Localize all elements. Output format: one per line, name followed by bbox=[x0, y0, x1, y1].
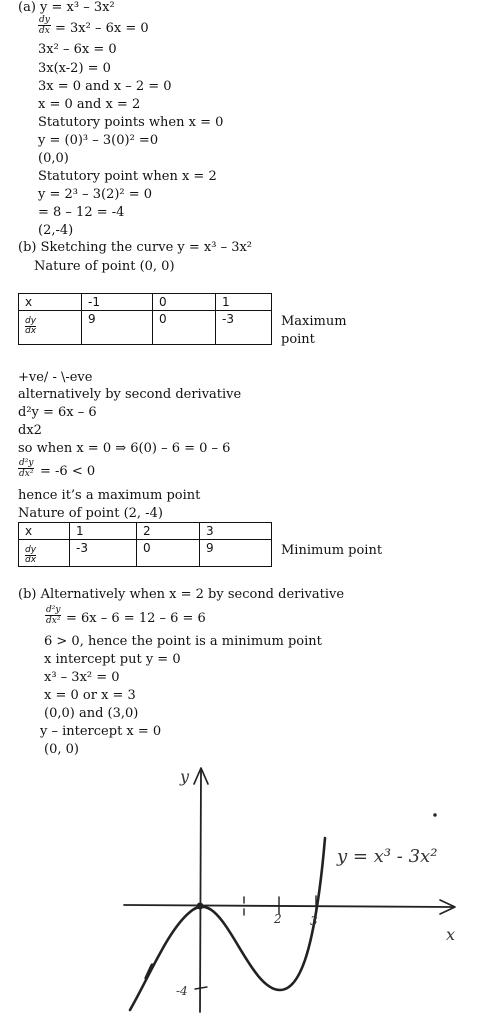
y-axis-label: y bbox=[180, 767, 190, 786]
table-cell: 0 bbox=[153, 311, 216, 345]
table-cell: -1 bbox=[82, 294, 153, 311]
line-4: 3x(x-2) = 0 bbox=[38, 61, 111, 76]
frac-num: dy bbox=[25, 545, 37, 555]
table-cell: 2 bbox=[137, 523, 200, 540]
table-cell: -3 bbox=[216, 311, 272, 345]
frac-num: dy bbox=[39, 15, 50, 25]
line-3: 3x² – 6x = 0 bbox=[38, 42, 117, 57]
x-axis bbox=[124, 905, 452, 907]
line-13: (2,-4) bbox=[38, 223, 74, 238]
line-30: (0,0) and (3,0) bbox=[44, 706, 139, 721]
table-cell: 9 bbox=[82, 311, 153, 345]
line-7: Statutory points when x = 0 bbox=[38, 115, 224, 130]
line-21: = -6 < 0 bbox=[40, 464, 96, 479]
table2-conclusion: Minimum point bbox=[281, 543, 383, 558]
frac-den: dx² bbox=[19, 469, 34, 479]
tick-2-label: 2 bbox=[274, 912, 282, 926]
line-27: x intercept put y = 0 bbox=[44, 652, 181, 667]
frac-den: dx bbox=[39, 26, 50, 36]
tick-minus4 bbox=[195, 987, 207, 989]
line-31: y – intercept x = 0 bbox=[40, 724, 162, 739]
table-cell: 1 bbox=[70, 523, 137, 540]
table-cell: 1 bbox=[216, 294, 272, 311]
line-28: x³ – 3x² = 0 bbox=[44, 670, 120, 685]
line-23: Nature of point (2, -4) bbox=[18, 506, 163, 521]
stray-dot bbox=[434, 814, 436, 816]
line-function: (a) y = x³ – 3x² bbox=[18, 0, 115, 15]
table-cell: 0 bbox=[137, 540, 200, 567]
line-10: Statutory point when x = 2 bbox=[38, 169, 217, 184]
table-cell: x bbox=[19, 294, 82, 311]
table-cell: 9 bbox=[200, 540, 272, 567]
line-6: x = 0 and x = 2 bbox=[38, 97, 141, 112]
stationary-point-dot bbox=[197, 903, 203, 909]
frac-num: d²y bbox=[19, 458, 34, 468]
line-11: y = 2³ – 3(2)² = 0 bbox=[38, 187, 153, 202]
line-26: 6 > 0, hence the point is a minimum point bbox=[44, 634, 322, 649]
frac-num: d²y bbox=[46, 605, 61, 615]
y-axis bbox=[200, 770, 201, 1012]
x-axis-label: x bbox=[446, 925, 456, 944]
tick-3-label: 3 bbox=[310, 914, 318, 928]
tick-minus4-label: -4 bbox=[176, 984, 188, 998]
line-17: alternatively by second derivative bbox=[18, 387, 242, 402]
frac-den: dx bbox=[25, 555, 37, 565]
table-cell: 3 bbox=[200, 523, 272, 540]
table-cell: x bbox=[19, 523, 70, 540]
line-derivative: = 3x² – 6x = 0 bbox=[55, 21, 149, 36]
line-9: (0,0) bbox=[38, 151, 69, 166]
line-18: d²y = 6x – 6 bbox=[18, 405, 97, 420]
line-8: y = (0)³ – 3(0)² =0 bbox=[38, 133, 159, 148]
line-5: 3x = 0 and x – 2 = 0 bbox=[38, 79, 172, 94]
line-19: dx2 bbox=[18, 423, 42, 438]
table-cell: -3 bbox=[70, 540, 137, 567]
line-16: +ve/ - \-eve bbox=[18, 370, 93, 385]
line-29: x = 0 or x = 3 bbox=[44, 688, 136, 703]
line-12: = 8 – 12 = -4 bbox=[38, 205, 125, 220]
line-15: Nature of point (0, 0) bbox=[34, 259, 175, 274]
line-20: so when x = 0 ⇒ 6(0) – 6 = 0 – 6 bbox=[18, 441, 231, 456]
line-32: (0, 0) bbox=[44, 742, 79, 757]
line-24: (b) Alternatively when x = 2 by second derivative bbox=[18, 587, 345, 602]
line-14: (b) Sketching the curve y = x³ – 3x² bbox=[18, 240, 253, 255]
frac-num: dy bbox=[25, 316, 37, 326]
table1-conclusion: Maximum point bbox=[281, 314, 347, 347]
line-25: = 6x – 6 = 12 – 6 = 6 bbox=[66, 611, 206, 626]
table-cell: 0 bbox=[153, 294, 216, 311]
curve-label: y = x³ - 3x² bbox=[337, 846, 438, 867]
frac-den: dx bbox=[25, 326, 37, 336]
line-22: hence it’s a maximum point bbox=[18, 488, 201, 503]
curve-y-x3-3x2 bbox=[130, 838, 325, 1010]
frac-den: dx² bbox=[46, 616, 61, 626]
